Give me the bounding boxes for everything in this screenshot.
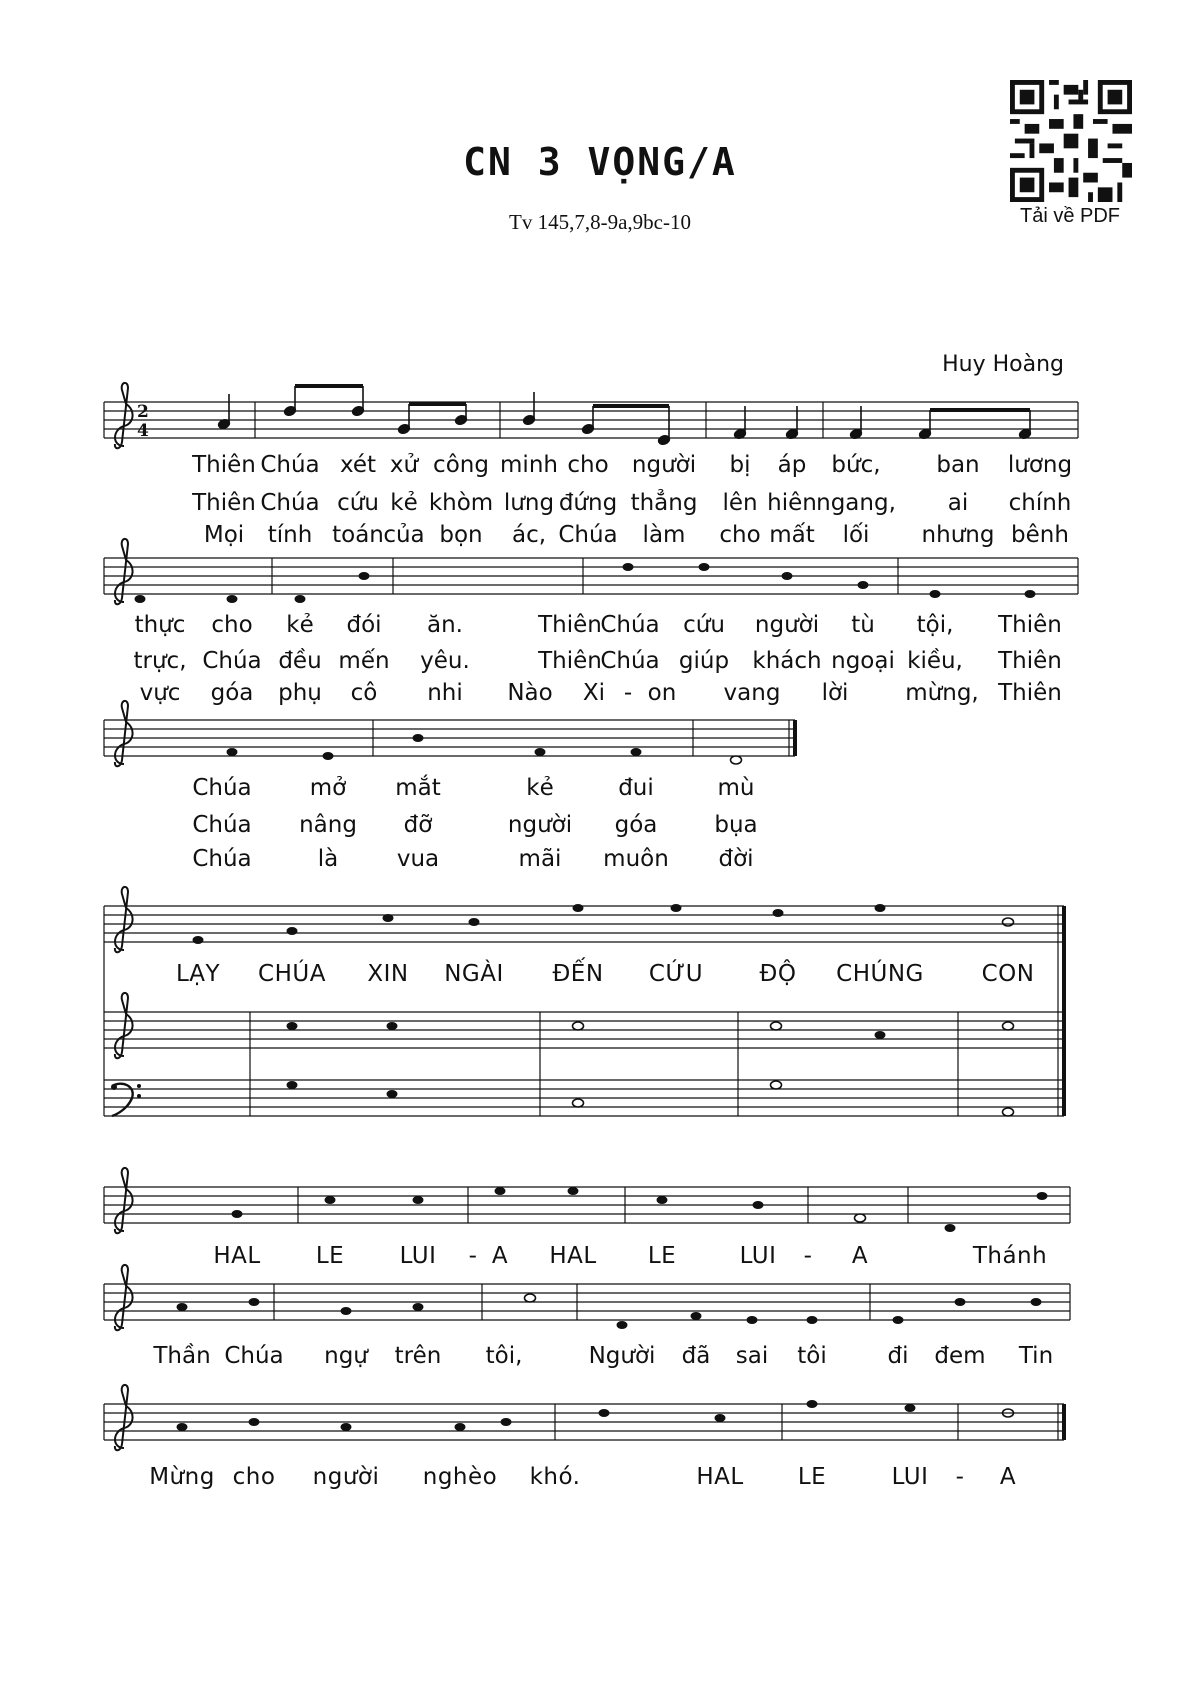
staff-system-3 — [104, 720, 795, 756]
lyric-syllable: đời — [718, 846, 754, 872]
lyric-syllable: lương — [1007, 452, 1073, 478]
lyric-syllable: phụ — [278, 680, 322, 706]
lyric-syllable: Thiên — [998, 612, 1062, 638]
lyric-syllable: khó. — [529, 1464, 581, 1490]
lyric-syllable: của — [383, 522, 425, 548]
lyric-syllable: toán — [332, 522, 384, 548]
lyric-syllable: xét — [339, 452, 377, 478]
lyric-syllable: ĐẾN — [552, 961, 604, 987]
lyric-syllable: khách — [752, 648, 822, 674]
lyric-syllable: Thần — [153, 1343, 211, 1369]
lyric-syllable: nghèo — [422, 1464, 498, 1490]
staff-refrain-1 — [104, 906, 1064, 1116]
lyric-syllable: làm — [642, 522, 686, 548]
lyric-syllable: Thiên — [998, 648, 1062, 674]
lyric-syllable: cho — [232, 1464, 276, 1490]
lyric-syllable: mắt — [395, 775, 441, 801]
lyric-syllable: đem — [934, 1343, 986, 1369]
lyric-syllable: LUI — [891, 1464, 929, 1490]
lyric-syllable: khòm — [428, 490, 494, 516]
lyric-syllable: đều — [278, 648, 322, 674]
staff-alleluia-3 — [104, 1404, 1064, 1440]
lyric-syllable: mừng, — [905, 680, 979, 706]
lyric-syllable: nâng — [299, 812, 357, 838]
lyric-syllable: vang — [723, 680, 781, 706]
lyric-syllable: tôi — [797, 1343, 827, 1369]
lyric-syllable: người — [312, 1464, 380, 1490]
svg-text:4: 4 — [137, 421, 149, 441]
lyric-syllable: mất — [769, 522, 815, 548]
lyric-syllable: ban — [936, 452, 980, 478]
lyric-syllable: tù — [851, 612, 875, 638]
lyric-syllable: A — [851, 1243, 869, 1269]
lyric-syllable: Chúa — [260, 452, 320, 478]
lyric-syllable: Thiên — [998, 680, 1062, 706]
lyric-syllable: NGÀI — [444, 961, 504, 987]
lyric-syllable: - — [468, 1243, 478, 1269]
lyric-syllable: CHÚA — [258, 961, 326, 987]
lyric-syllable: kẻ — [390, 490, 418, 516]
page-title: CN 3 VỌNG/A — [463, 140, 737, 184]
lyric-syllable: mến — [338, 648, 390, 674]
lyric-syllable: nhi — [427, 680, 463, 706]
lyric-syllable: bụa — [714, 812, 758, 838]
lyric-syllable: là — [317, 846, 339, 872]
lyric-syllable: - — [955, 1464, 965, 1490]
lyric-syllable: đói — [346, 612, 382, 638]
lyric-syllable: giúp — [678, 648, 730, 674]
lyric-syllable: vua — [396, 846, 440, 872]
lyric-syllable: - — [803, 1243, 813, 1269]
lyric-syllable: Nào — [507, 680, 553, 706]
lyric-syllable: Chúa — [558, 522, 618, 548]
lyric-syllable: kẻ — [286, 612, 314, 638]
staff-alleluia-1 — [104, 1187, 1070, 1223]
lyric-syllable: Thiên — [192, 452, 256, 478]
lyric-syllable: hiên — [767, 490, 817, 516]
lyric-syllable: Chúa — [192, 846, 252, 872]
lyric-syllable: đỡ — [403, 812, 433, 838]
lyric-syllable: mãi — [518, 846, 562, 872]
lyric-syllable: Chúa — [600, 612, 660, 638]
lyric-syllable: ngự — [324, 1343, 368, 1369]
lyric-syllable: LẠY — [175, 961, 221, 987]
lyric-syllable: tôi, — [485, 1343, 523, 1369]
lyric-syllable: on — [647, 680, 677, 706]
lyric-syllable: đã — [681, 1343, 711, 1369]
lyric-syllable: ngoại — [831, 648, 895, 674]
lyric-syllable: ác, — [511, 522, 547, 548]
lyric-syllable: CHÚNG — [836, 961, 924, 987]
lyric-syllable: trên — [394, 1343, 442, 1369]
download-pdf-link[interactable]: Tải về PDF — [1019, 205, 1121, 227]
staff-system-2 — [104, 558, 1078, 594]
lyric-syllable: HAL — [696, 1464, 744, 1490]
psalm-reference: Tv 145,7,8-9a,9bc-10 — [509, 210, 691, 234]
lyric-syllable: cô — [350, 680, 378, 706]
lyric-syllable: người — [507, 812, 573, 838]
lyric-syllable: vực — [139, 680, 181, 706]
lyric-syllable: Người — [588, 1343, 656, 1369]
lyric-syllable: XIN — [367, 961, 409, 987]
svg-text:2: 2 — [137, 402, 149, 422]
lyric-syllable: HAL — [549, 1243, 597, 1269]
lyric-syllable: LE — [797, 1464, 827, 1490]
lyric-syllable: thực — [134, 612, 186, 638]
lyric-syllable: nhưng — [921, 522, 995, 548]
lyric-syllable: A — [491, 1243, 509, 1269]
lyric-syllable: Chúa — [192, 775, 252, 801]
lyric-syllable: cho — [567, 452, 609, 478]
lyric-syllable: tính — [267, 522, 313, 548]
notes-system-1 — [217, 386, 1031, 446]
lyric-syllable: sai — [735, 1343, 769, 1369]
lyric-syllable: cho — [719, 522, 761, 548]
lyric-syllable: đui — [618, 775, 654, 801]
lyric-syllable: Chúa — [600, 648, 660, 674]
lyric-syllable: A — [999, 1464, 1017, 1490]
lyric-syllable: cho — [211, 612, 253, 638]
lyric-syllable: bị — [729, 452, 751, 478]
lyric-syllable: kẻ — [526, 775, 554, 801]
lyric-syllable: CỨU — [648, 961, 704, 987]
lyric-syllable: Mọi — [203, 522, 245, 548]
lyric-syllable: góa — [210, 680, 254, 706]
lyric-syllable: Tin — [1018, 1343, 1054, 1369]
lyric-syllable: bọn — [439, 522, 483, 548]
lyric-syllable: ĐỘ — [759, 961, 797, 987]
lyric-syllable: Thiên — [192, 490, 256, 516]
lyric-syllable: muôn — [603, 846, 669, 872]
lyric-syllable: thẳng — [630, 490, 698, 516]
lyric-syllable: LUI — [739, 1243, 777, 1269]
lyric-syllable: LE — [315, 1243, 345, 1269]
lyric-syllable: đi — [887, 1343, 909, 1369]
lyric-syllable: Thánh — [972, 1243, 1048, 1269]
lyric-syllable: ai — [947, 490, 969, 516]
lyric-syllable: đứng — [558, 490, 618, 516]
lyric-syllable: mở — [309, 775, 347, 801]
lyric-syllable: HAL — [213, 1243, 261, 1269]
lyric-syllable: lên — [722, 490, 758, 516]
lyric-syllable: Mừng — [149, 1464, 215, 1490]
lyric-syllable: Chúa — [224, 1343, 284, 1369]
lyric-syllable: bênh — [1011, 522, 1069, 548]
lyric-syllable: LE — [647, 1243, 677, 1269]
lyric-syllable: Thiên — [538, 648, 602, 674]
lyric-syllable: cứu — [337, 490, 379, 516]
lyric-syllable: lời — [821, 680, 849, 706]
composer-name: Huy Hoàng — [942, 352, 1064, 377]
lyric-syllable: yêu. — [420, 648, 470, 674]
lyric-syllable: chính — [1008, 490, 1072, 516]
lyric-syllable: bức, — [831, 452, 881, 478]
lyric-syllable: Chúa — [202, 648, 262, 674]
lyric-syllable: kiều, — [907, 648, 963, 674]
lyric-syllable: xử — [389, 452, 419, 478]
lyric-syllable: Chúa — [192, 812, 252, 838]
lyric-syllable: áp — [777, 452, 807, 478]
lyric-syllable: góa — [614, 812, 658, 838]
lyric-syllable: lối — [842, 522, 870, 548]
lyric-syllable: người — [631, 452, 697, 478]
lyric-syllable: Chúa — [260, 490, 320, 516]
lyric-syllable: Thiên — [538, 612, 602, 638]
lyric-syllable: Xi — [582, 680, 606, 706]
lyric-syllable: cứu — [683, 612, 725, 638]
lyric-syllable: lưng — [503, 490, 555, 516]
lyric-syllable: người — [754, 612, 820, 638]
lyric-syllable: minh — [500, 452, 558, 478]
time-signature — [137, 402, 149, 441]
lyric-syllable: tội, — [916, 612, 954, 638]
lyric-syllable: ngang, — [816, 490, 896, 516]
lyric-syllable: - — [623, 680, 633, 706]
lyric-syllable: trực, — [133, 648, 187, 674]
lyric-syllable: mù — [717, 775, 755, 801]
lyric-syllable: ăn. — [427, 612, 463, 638]
lyric-syllable: CON — [981, 961, 1035, 987]
lyric-syllable: công — [433, 452, 489, 478]
lyric-syllable: LUI — [399, 1243, 437, 1269]
